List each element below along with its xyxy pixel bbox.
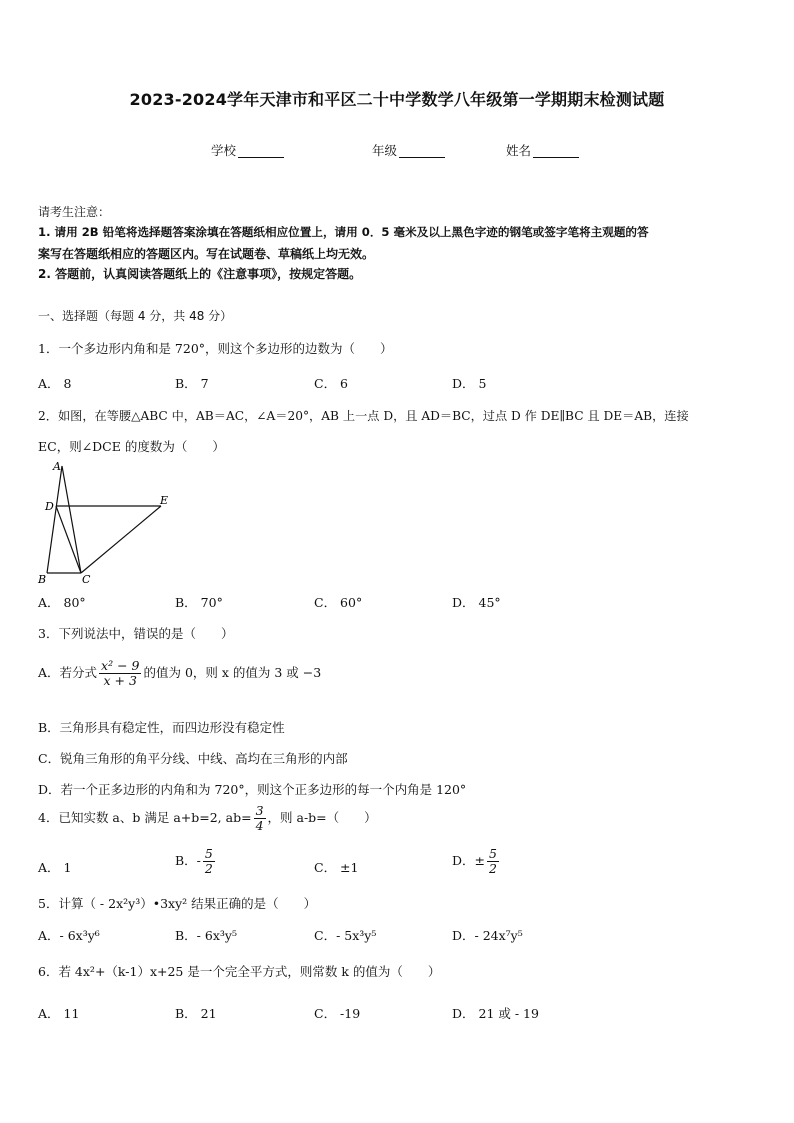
- q4-option-b: [175, 847, 217, 876]
- q3-option-c: C．锐角三角形的角平分线、中线、高均在三角形的内部: [38, 751, 348, 766]
- q5-option-b: B．- 6x³y⁵: [175, 928, 237, 943]
- segment-ec: [81, 506, 161, 573]
- q5-option-d: D．- 24x⁷y⁵: [452, 928, 523, 943]
- q2-option-c: C． 60°: [314, 595, 363, 610]
- notice-item1-line1: 1. 请用 2B 铅笔将选择题答案涂填在答题纸相应位置上，请用 0．5 毫米及以上黑色字迹的钢笔或签字笔将主观题的答: [38, 225, 649, 239]
- q2-option-a: A． 80°: [38, 595, 86, 610]
- section-heading: 一、选择题（每题 4 分，共 48 分）: [38, 309, 233, 323]
- notice-heading: 请考生注意：: [38, 205, 111, 219]
- q3-option-a: [38, 659, 321, 688]
- q4-option-d: [452, 847, 501, 876]
- school-label: 学校: [211, 143, 237, 158]
- q4-option-a: A． 1: [38, 860, 72, 875]
- q4-option-d-fraction: [487, 847, 499, 876]
- name-field: [506, 141, 579, 159]
- q3-option-a-prefix: A．若分式: [38, 664, 98, 680]
- q2-option-d: D． 45°: [452, 595, 501, 610]
- q3-option-d: D．若一个正多边形的内角和为 720°，则这个正多边形的每一个内角是 120°: [38, 782, 467, 797]
- school-blank: [238, 143, 284, 158]
- segment-ac: [62, 466, 81, 573]
- q4-text-suffix: ，则 a-b=（ ）: [267, 809, 377, 825]
- grade-label: 年级: [372, 143, 398, 158]
- q4-option-b-numerator: 5: [204, 846, 213, 861]
- q6-text: 6．若 4x²+（k-1）x+25 是一个完全平方式，则常数 k 的值为（ ）: [38, 964, 441, 979]
- q1-option-c: C． 6: [314, 376, 348, 391]
- name-label: 姓名: [506, 143, 532, 158]
- label-a: A: [53, 460, 61, 473]
- q4-option-b-prefix: B．-: [175, 852, 201, 868]
- segment-ab: [47, 466, 62, 573]
- label-d: D: [45, 500, 54, 513]
- q6-option-a: A． 11: [38, 1006, 80, 1021]
- q3-option-a-suffix: 的值为 0，则 x 的值为 3 或 −3: [143, 664, 322, 680]
- q2-text-line2: EC，则∠DCE 的度数为（ ）: [38, 439, 225, 454]
- q4-fraction: [254, 804, 266, 833]
- q4-option-d-denominator: 2: [489, 860, 497, 876]
- q5-option-c: C．- 5x³y⁵: [314, 928, 377, 943]
- label-b: B: [38, 573, 47, 586]
- q4-fraction-numerator: 3: [255, 803, 264, 818]
- q4-text: [38, 804, 377, 833]
- q4-option-d-numerator: 5: [489, 846, 497, 861]
- q1-option-b: B． 7: [175, 376, 209, 391]
- q6-option-d: D． 21 或 - 19: [452, 1006, 539, 1021]
- q4-option-b-denominator: 2: [204, 860, 213, 876]
- label-e: E: [160, 494, 169, 507]
- q1-text: 1．一个多边形内角和是 720°，则这个多边形的边数为（ ）: [38, 341, 393, 356]
- q4-option-b-fraction: [203, 847, 215, 876]
- q3-text: 3．下列说法中，错误的是（ ）: [38, 626, 234, 641]
- q6-option-b: B． 21: [175, 1006, 217, 1021]
- grade-blank: [399, 143, 445, 158]
- q1-option-a: A． 8: [38, 376, 72, 391]
- q3-fraction: [99, 659, 141, 688]
- label-c: C: [82, 573, 91, 586]
- q2-triangle-figure: [36, 460, 176, 586]
- q4-fraction-denominator: 4: [255, 817, 264, 833]
- grade-field: [372, 141, 445, 159]
- page-title: 2023-2024学年天津市和平区二十中学数学八年级第一学期期末检测试题: [129, 90, 665, 109]
- q4-text-prefix: 4．已知实数 a、b 满足 a+b=2, ab=: [38, 809, 252, 825]
- q2-text-line1: 2．如图，在等腰△ABC 中，AB＝AC，∠A＝20°，AB 上一点 D，且 AD＝BC，过点 D 作 DE∥BC 且 DE＝AB，连接: [38, 409, 689, 423]
- q3-fraction-denominator: x + 3: [103, 672, 137, 688]
- q2-option-b: B． 70°: [175, 595, 223, 610]
- notice-item2: 2. 答题前，认真阅读答题纸上的《注意事项》，按规定答题。: [38, 267, 362, 281]
- q3-option-b: B．三角形具有稳定性，而四边形没有稳定性: [38, 720, 285, 735]
- q5-text: 5．计算（ - 2x²y³）•3xy² 结果正确的是（ ）: [38, 896, 317, 911]
- q1-option-d: D． 5: [452, 376, 487, 391]
- q4-option-d-prefix: D．±: [452, 852, 485, 868]
- school-field: [211, 141, 284, 159]
- segment-dc: [56, 506, 81, 573]
- name-blank: [533, 143, 579, 158]
- q5-option-a: A．- 6x³y⁶: [38, 928, 100, 943]
- q4-option-c: C． ±1: [314, 860, 359, 875]
- notice-item1-line2: 案写在答题纸相应的答题区内。写在试题卷、草稿纸上均无效。: [38, 247, 375, 261]
- q3-fraction-numerator: x² − 9: [101, 658, 140, 673]
- q6-option-c: C． -19: [314, 1006, 361, 1021]
